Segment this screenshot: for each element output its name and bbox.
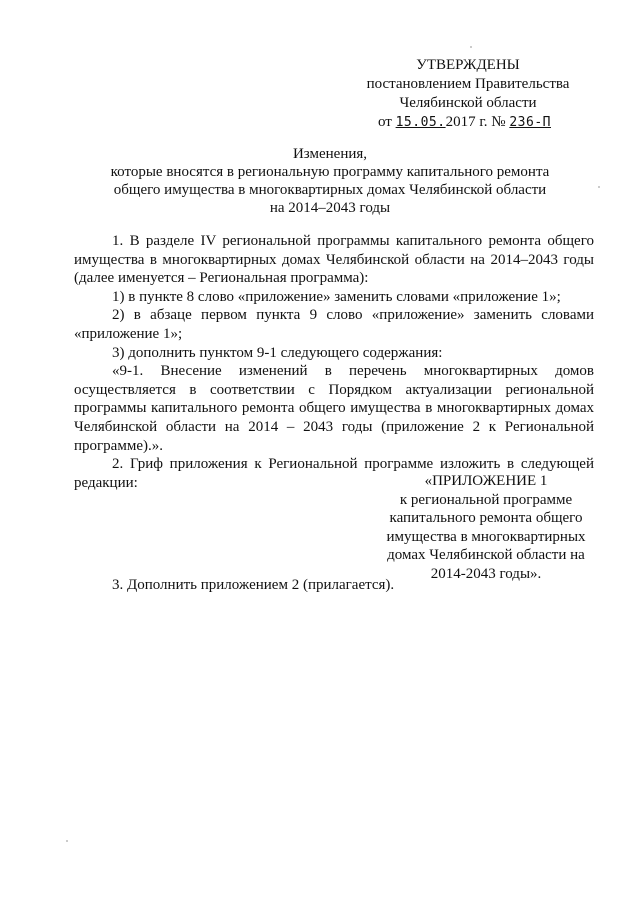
title-line-3: общего имущества в многоквартирных домах Челябинской области — [113, 182, 547, 198]
paragraph-3: 2) в абзаце первом пункта 9 слово «приложение» заменить словами «приложение 1»; — [74, 307, 594, 342]
scan-speck — [598, 186, 600, 188]
appendix-line-6: 2014-2043 годы». — [430, 565, 542, 582]
approval-authority: постановлением Правительства — [366, 76, 570, 92]
appendix-line-1: «ПРИЛОЖЕНИЕ 1 — [424, 473, 548, 489]
document-body — [74, 232, 594, 492]
approval-heading: УТВЕРЖДЕНЫ — [416, 57, 520, 73]
appendix-line-2: к региональной программе — [399, 491, 573, 508]
handwritten-number: 236-П — [509, 115, 551, 130]
paragraph-2: 1) в пункте 8 слово «приложение» заменить словами «приложение 1»; — [112, 288, 561, 305]
paragraph-6: 2. Гриф приложения к Региональной программе изложить в следующей редакции: — [74, 456, 594, 491]
paragraph-1: 1. В разделе IV региональной программы капитального ремонта общего имущества в многоквартирных домах Челябинской области на 2014–2043 годы (далее именуется – Региональная программа): — [74, 233, 594, 287]
scan-speck — [470, 46, 472, 48]
paragraph-4: 3) дополнить пунктом 9-1 следующего содержания: — [112, 344, 443, 361]
date-prefix: от — [378, 114, 392, 130]
title-line-4: на 2014–2043 годы — [269, 200, 391, 216]
approval-block — [356, 56, 580, 132]
approval-date-line — [356, 113, 580, 132]
title-line-2: которые вносятся в региональную программу капитального ремонта — [110, 164, 550, 180]
paragraph-5: «9-1. Внесение изменений в перечень многоквартирных домов осуществляется в соответствии с Порядком актуализации региональной программы капитального ремонта общего имущества в многоквартирных домах Челябинской области на 2014 – 2043 годы (приложение 2 к Региональной программе).». — [74, 363, 594, 454]
appendix-line-4: имущества в многоквартирных — [386, 528, 586, 545]
appendix-stamp — [378, 472, 594, 584]
scan-speck — [66, 840, 68, 842]
appendix-line-3: капитального ремонта общего — [389, 510, 583, 527]
handwritten-date: 15.05. — [395, 115, 446, 130]
title-line-1: Изменения, — [292, 146, 368, 162]
approval-region: Челябинской области — [399, 95, 537, 111]
appendix-line-5: домах Челябинской области на — [387, 547, 585, 564]
document-title — [70, 145, 590, 217]
date-year: 2017 г. № — [445, 114, 506, 130]
final-item: 3. Дополнить приложением 2 (прилагается). — [112, 577, 395, 593]
